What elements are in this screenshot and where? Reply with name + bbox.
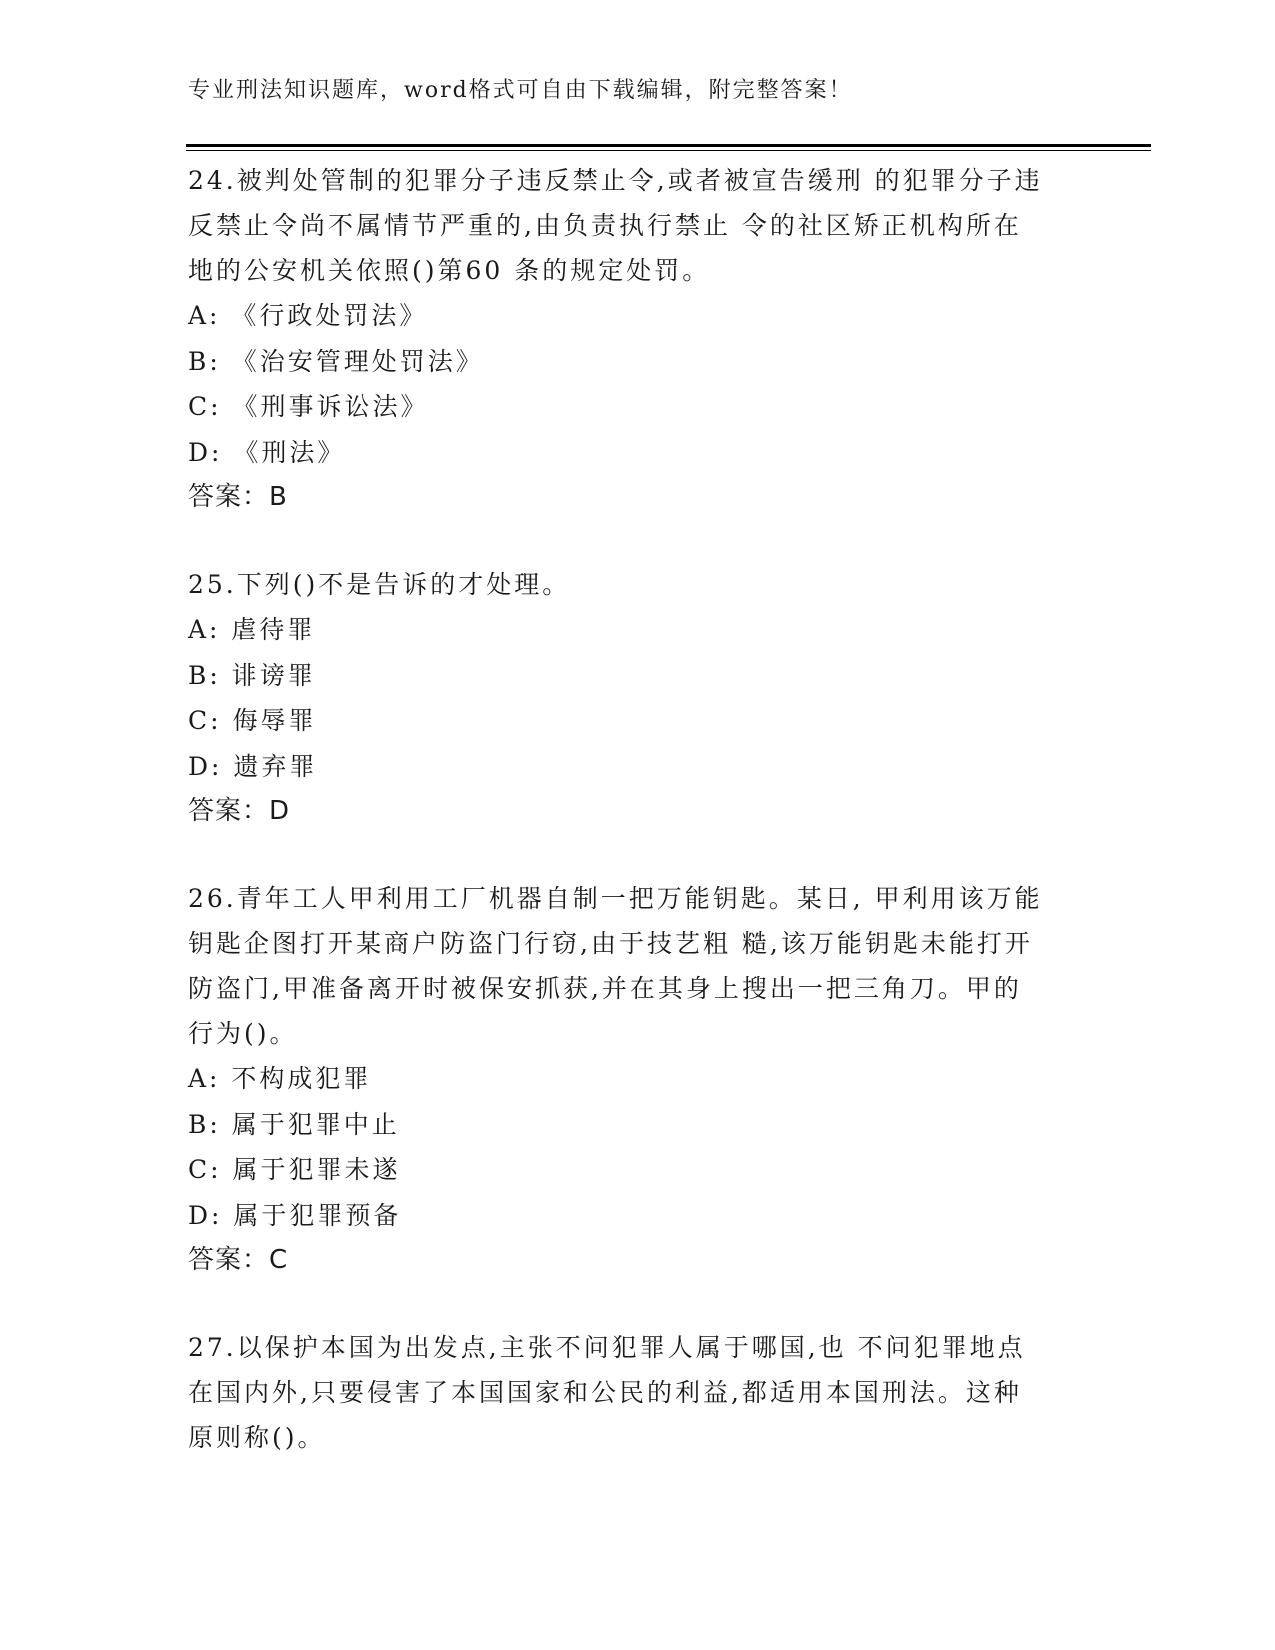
answer-label: 答案：B: [188, 482, 288, 512]
option-b: B: 属于犯罪中止: [188, 1109, 400, 1139]
option-d: D: 《刑法》: [188, 437, 346, 467]
option-c: C: 《刑事诉讼法》: [188, 392, 429, 421]
question-stem: [188, 1325, 1078, 1460]
stem-line: 反禁止令尚不属情节严重的,由负责执行禁止 令的社区矫正机构所在: [188, 211, 1022, 240]
stem-line: 25.下列()不是告诉的才处理。: [188, 570, 571, 599]
header-rule-thick: [186, 144, 1151, 147]
question-24: [188, 158, 1078, 520]
stem-line: 行为()。: [188, 1019, 298, 1048]
option-a: A: 不构成犯罪: [188, 1064, 372, 1093]
option-a: A: 虐待罪: [188, 615, 316, 644]
stem-line: 钥匙企图打开某商户防盗门行窃,由于技艺粗 糙,该万能钥匙未能打开: [188, 929, 1033, 958]
page-header: 专业刑法知识题库，word格式可自由下载编辑，附完整答案！: [188, 78, 853, 103]
option-d: D: 属于犯罪预备: [188, 1200, 402, 1230]
option-b: B: 诽谤罪: [188, 660, 316, 690]
question-stem: [188, 876, 1078, 1056]
stem-line: 防盗门,甲准备离开时被保安抓获,并在其身上搜出一把三角刀。甲的: [188, 974, 1022, 1003]
header-rule-thin: [186, 150, 1151, 151]
stem-line: 在国内外,只要侵害了本国国家和公民的利益,都适用本国刑法。这种: [188, 1378, 1022, 1407]
question-stem: [188, 158, 1078, 293]
stem-line: 原则称()。: [188, 1423, 326, 1452]
option-d: D: 遗弃罪: [188, 751, 318, 781]
question-27: [188, 1325, 1078, 1460]
answer-label: 答案：D: [188, 796, 291, 826]
stem-line: 地的公安机关依照()第60 条的规定处罚。: [188, 256, 711, 285]
option-c: C: 属于犯罪未遂: [188, 1155, 401, 1184]
stem-line: 24.被判处管制的犯罪分子违反禁止令,或者被宣告缓刑 的犯罪分子违: [188, 166, 1043, 195]
answer-label: 答案：C: [188, 1245, 289, 1275]
question-list: [188, 158, 1078, 1502]
option-a: A: 《行政处罚法》: [188, 301, 428, 330]
stem-line: 26.青年工人甲利用工厂机器自制一把万能钥匙。某日, 甲利用该万能: [188, 884, 1043, 913]
question-25: [188, 562, 1078, 834]
option-c: C: 侮辱罪: [188, 706, 317, 735]
option-b: B: 《治安管理处罚法》: [188, 346, 484, 376]
question-stem: [188, 562, 1078, 607]
question-26: [188, 876, 1078, 1283]
stem-line: 27.以保护本国为出发点,主张不问犯罪人属于哪国,也 不问犯罪地点: [188, 1333, 1026, 1362]
